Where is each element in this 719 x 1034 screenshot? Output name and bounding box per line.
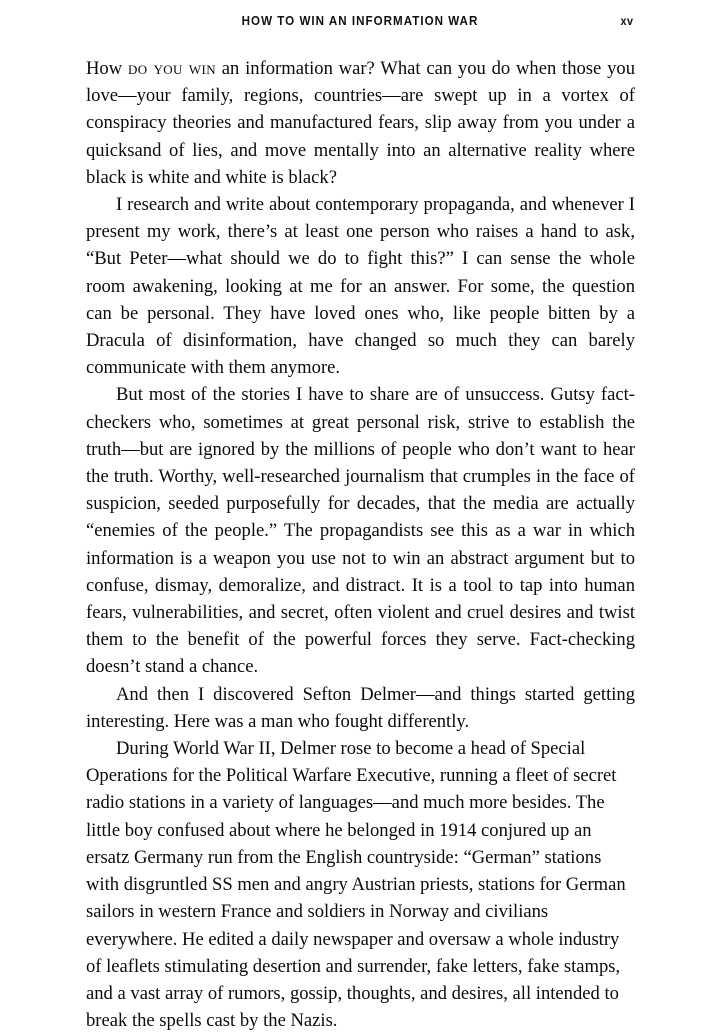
paragraph: During World War II, Delmer rose to become a head of Special Operations for the Political Warfare Executive, running a fleet of secret radio stations in a variety of languages—and much more besides. The little boy confused about where he belonged in 1914 conjured up an ersatz Germany run from the English countryside: “German” stations with disgruntled SS men and angry Austrian priests, stations for German sailors in western France and soldiers in Norway and civilians everywhere. He edited a daily newspaper and oversaw a whole industry of leaflets stimulating desertion and surrender, fake letters, fake stamps, and a vast array of rumors, gossip, thoughts, and desires, all intended to break the spells cast by the Nazis. [86,738,626,1032]
paragraph: I research and write about contemporary propaganda, and whenever I present my work, there’s at least one person who raises a hand to ask, “But Peter—what should we do to fight this?” I can sense the whole room awakening, looking at me for an answer. For some, the question can be personal. They have loved ones who, like people bitten by a Dracula of disinformation, have changed so much they can barely communicate with them anymore. [86,194,635,379]
running-head [86,12,634,34]
paragraph: How do you win an information war? What can you do when those you love—your family, regions, countries—are swept up in a vortex of conspiracy theories and manufactured fears, slip away from you under a quicksand of lies, and move mentally into an alternative reality where black is white and white is black? [86,58,635,188]
body-text-block [86,55,635,1034]
opening-small-caps: do you win [127,58,216,79]
paragraph: But most of the stories I have to share are of unsuccess. Gutsy fact-checkers who, sometimes at great personal risk, strive to establish the truth—but are ignored by the millions of people who don’t want to hear the truth. Worthy, well-researched journalism that crumples in the face of suspicion, seeded purposefully for decades, that the media are actually “enemies of the people.” The propagandists see this as a war in which information is a weapon you use not to win an abstract argument but to confuse, dismay, demoralize, and distract. It is a tool to tap into human fears, vulnerabilities, and secret, often violent and cruel desires and twist them to the benefit of the powerful forces they serve. Fact-checking doesn’t stand a chance. [86,384,635,678]
running-head-title: HOW TO WIN AN INFORMATION WAR [241,13,479,28]
page-number: xv [620,14,634,28]
paragraph: And then I discovered Sefton Delmer—and things started getting interesting. Here was a man who fought differently. [86,683,635,732]
